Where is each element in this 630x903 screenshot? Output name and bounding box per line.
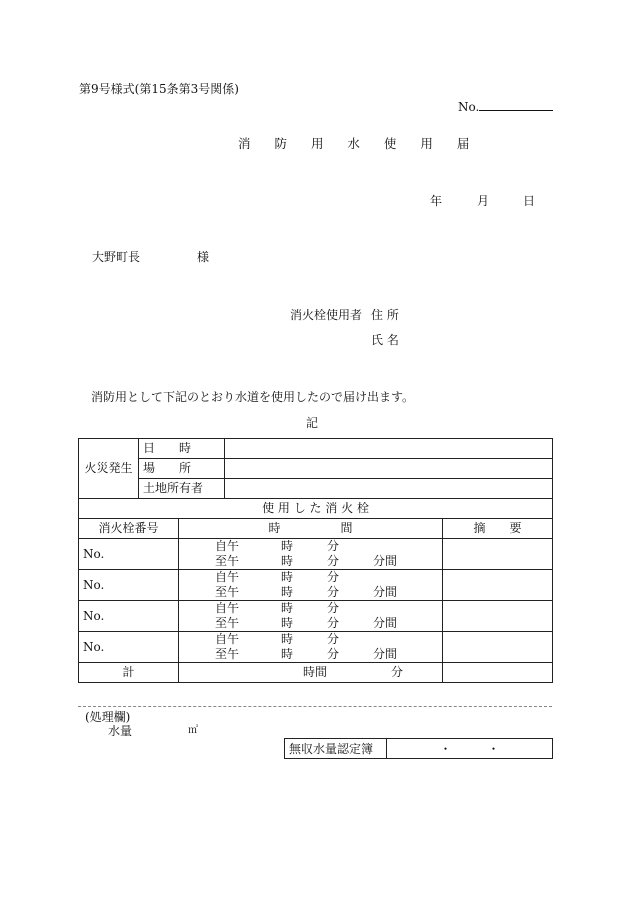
statement: 消防用として下記のとおり水道を使用したので届け出ます。 <box>91 390 415 404</box>
total-row <box>79 663 553 683</box>
hydrant-no[interactable]: No. <box>79 570 179 601</box>
total-time[interactable]: 時間 分 <box>179 663 443 683</box>
time-range[interactable]: 自午 時 分 至午 時 分 分間 <box>179 601 443 632</box>
col-time: 時 間 <box>179 519 443 539</box>
fire-label-datetime: 日 時 <box>139 439 225 459</box>
form-id: 第9号様式(第15条第3号関係) <box>79 82 239 96</box>
hydrant-row <box>79 570 553 601</box>
number-underline <box>479 110 553 111</box>
divider <box>78 706 552 707</box>
hydrant-no[interactable]: No. <box>79 601 179 632</box>
volume-unit: ㎥ <box>188 725 198 736</box>
fire-value-datetime[interactable] <box>225 439 553 459</box>
hydrant-no[interactable]: No. <box>79 632 179 663</box>
hydrant-row <box>79 632 553 663</box>
page-title: 消 防 用 水 使 用 届 <box>238 136 480 151</box>
remarks-cell[interactable] <box>443 632 553 663</box>
fire-label-place: 場 所 <box>139 459 225 479</box>
ki-mark: 記 <box>306 416 319 430</box>
hydrant-no[interactable]: No. <box>79 539 179 570</box>
date-month: 月 <box>477 194 490 208</box>
addressee-name: 大野町長 <box>92 250 141 264</box>
number-field <box>458 100 553 114</box>
applicant-role: 消火栓使用者 <box>290 308 363 322</box>
fire-label-owner: 土地所有者 <box>139 479 225 499</box>
date-day: 日 <box>523 194 536 208</box>
hydrant-row <box>79 539 553 570</box>
time-range[interactable]: 自午 時 分 至午 時 分 分間 <box>179 570 443 601</box>
fire-value-place[interactable] <box>225 459 553 479</box>
time-range[interactable]: 自午 時 分 至午 時 分 分間 <box>179 539 443 570</box>
addressee-honorific: 様 <box>197 250 210 264</box>
total-label: 計 <box>79 663 179 683</box>
total-remarks[interactable] <box>443 663 553 683</box>
applicant-address-label: 住 所 <box>371 308 399 322</box>
fire-value-owner[interactable] <box>225 479 553 499</box>
ledger-table <box>284 738 553 759</box>
remarks-cell[interactable] <box>443 601 553 632</box>
remarks-cell[interactable] <box>443 539 553 570</box>
used-hydrant-header: 使 用 し た 消 火 栓 <box>79 499 553 519</box>
fire-group-label: 火災発生 <box>79 439 139 499</box>
date-year: 年 <box>430 194 443 208</box>
ledger-value[interactable]: ・ ・ <box>387 739 553 759</box>
applicant-name-label: 氏 名 <box>371 333 399 347</box>
fire-report-table <box>78 438 553 683</box>
col-remarks: 摘 要 <box>443 519 553 539</box>
water-volume-label: 水量 <box>108 724 133 738</box>
col-hydrant-no: 消火栓番号 <box>79 519 179 539</box>
ledger-label: 無収水量認定簿 <box>285 739 387 759</box>
hydrant-row <box>79 601 553 632</box>
time-range[interactable]: 自午 時 分 至午 時 分 分間 <box>179 632 443 663</box>
processing-label: (処理欄) <box>85 710 131 724</box>
number-label: No. <box>458 100 480 114</box>
remarks-cell[interactable] <box>443 570 553 601</box>
